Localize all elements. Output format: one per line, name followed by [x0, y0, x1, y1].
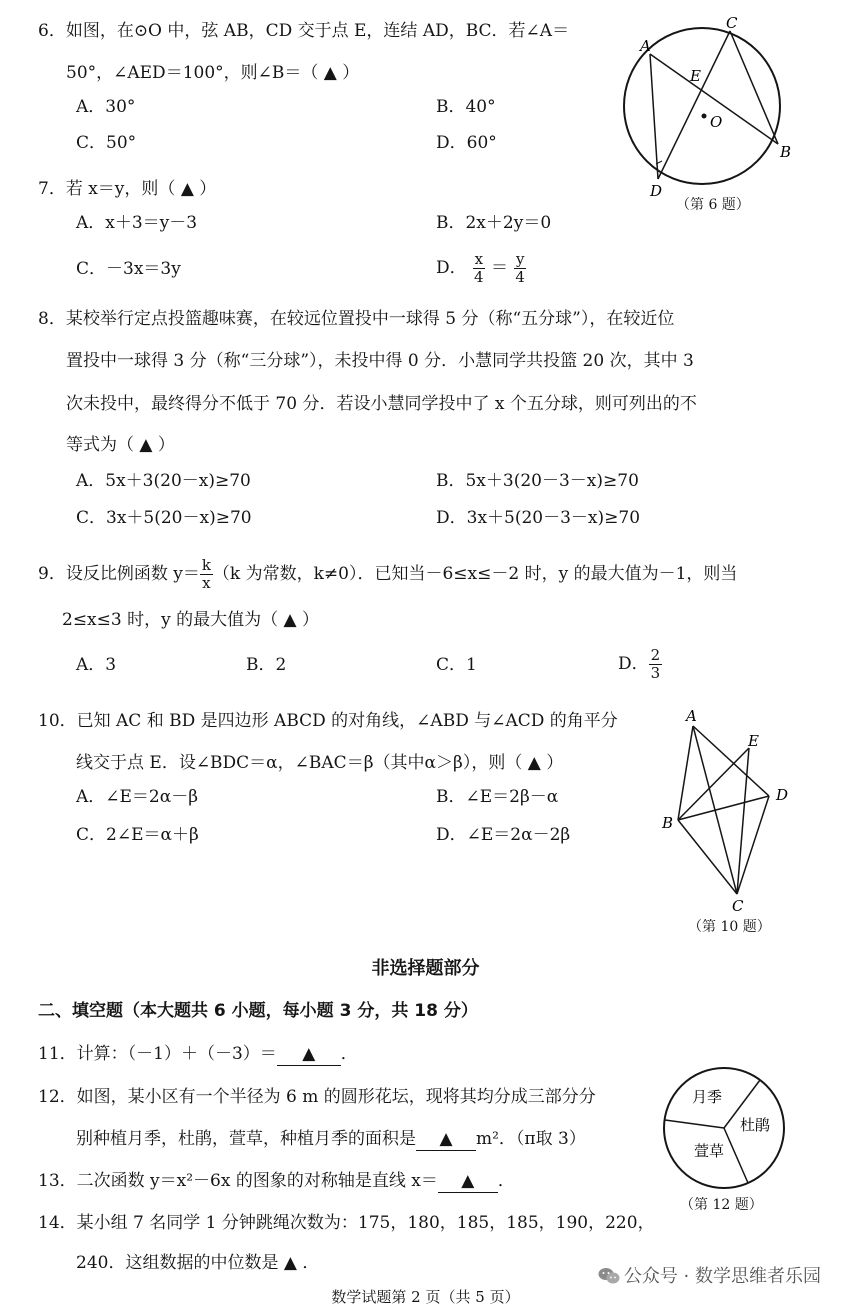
q12-caption: （第 12 题） — [680, 1197, 763, 1213]
q6-option-b: B．40° — [436, 97, 496, 117]
q12-line2-prefix: 别种植月季，杜鹃，萱草，种植月季的面积是 — [76, 1129, 416, 1149]
q13 — [38, 1170, 515, 1193]
page-footer: 数学试题第 2 页（共 5 页） — [331, 1288, 520, 1306]
q14-stem-line1: 14．某小组 7 名同学 1 分钟跳绳次数为：175，180，185，185，190，220， — [38, 1213, 655, 1233]
q7-option-b: B．2x＋2y＝0 — [436, 213, 552, 233]
q7-option-d — [436, 246, 527, 290]
q8-option-c: C．3x＋5(20－x)≥70 — [76, 508, 252, 528]
q9-option-d-num: 2 — [650, 646, 661, 664]
q6-label-d: D — [650, 182, 663, 200]
q6-label-o: O — [710, 113, 723, 131]
q9-suffix: （k 为常数，k≠0）．已知当－6≤x≤－2 时，y 的最大值为－1，则当 — [212, 564, 738, 584]
part2-heading: 二、填空题（本大题共 6 小题，每小题 3 分，共 18 分） — [38, 1001, 478, 1021]
q10-option-d: D．∠E＝2α－2β — [436, 825, 571, 845]
q12-label-daylily: 萱草 — [694, 1142, 725, 1160]
q10-label-e: E — [748, 732, 759, 750]
q11-suffix: ． — [340, 1044, 358, 1064]
q14-stem-line2: 240．这组数据的中位数是 ▲ ． — [76, 1253, 320, 1273]
q6-label-a: A — [640, 37, 651, 55]
q9-prefix: 9．设反比例函数 y＝ — [38, 564, 200, 584]
q10-option-a: A．∠E＝2α－β — [76, 787, 199, 807]
q7-option-d-right-fraction — [513, 251, 527, 286]
q6-label-c: C — [726, 14, 738, 32]
q13-blank: ▲ — [438, 1170, 498, 1193]
q12-stem-line2 — [76, 1128, 586, 1151]
wechat-icon — [598, 1267, 620, 1285]
wechat-watermark — [598, 1262, 821, 1288]
q8-stem-line4: 等式为（ ▲ ） — [66, 435, 175, 455]
q11 — [38, 1043, 358, 1066]
q11-prefix: 11．计算：（－1）＋（－3）＝ — [38, 1044, 277, 1064]
watermark-text: 公众号 · 数学思维者乐园 — [623, 1266, 821, 1287]
q7-option-d-left-fraction — [472, 251, 486, 286]
q10-label-d: D — [776, 786, 789, 804]
q10-label-a: A — [686, 707, 697, 725]
q10-caption: （第 10 题） — [688, 919, 771, 935]
q9-option-d-den: 3 — [650, 664, 661, 682]
q9-stem-line2: 2≤x≤3 时，y 的最大值为（ ▲ ） — [62, 610, 320, 630]
q10-label-b: B — [662, 814, 674, 832]
q12-label-rose: 月季 — [692, 1088, 723, 1106]
q12-stem-line1: 12．如图，某小区有一个半径为 6 m 的圆形花坛，现将其均分成三部分分 — [38, 1087, 596, 1107]
q10-quadrilateral-figure — [650, 708, 810, 913]
q6-caption: （第 6 题） — [676, 197, 750, 213]
q7-option-d-eq: ＝ — [491, 258, 508, 278]
q10-option-b: B．∠E＝2β－α — [436, 787, 559, 807]
q9-option-a: A．3 — [76, 655, 117, 675]
q8-option-b: B．5x＋3(20－3－x)≥70 — [436, 471, 639, 491]
q8-stem-line1: 8．某校举行定点投篮趣味赛，在较远位置投中一球得 5 分（称“五分球”），在较近位 — [38, 309, 675, 329]
q12-label-azalea: 杜鹃 — [740, 1116, 771, 1134]
q7-option-d-left-num: x — [474, 250, 484, 268]
q12-blank: ▲ — [416, 1128, 476, 1151]
q7-option-d-prefix: D． — [436, 258, 467, 278]
q8-stem-line3: 次未投中，最终得分不低于 70 分．若设小慧同学投中了 x 个五分球，则可列出的不 — [66, 394, 697, 414]
q9-fraction — [200, 557, 213, 592]
q12-line2-suffix: m²．（π取 3） — [476, 1129, 586, 1149]
q8-stem-line2: 置投中一球得 3 分（称“三分球”），未投中得 0 分．小慧同学共投篮 20 次，其中 3 — [66, 351, 694, 371]
q8-option-d: D．3x＋5(20－3－x)≥70 — [436, 508, 641, 528]
q9-frac-num: k — [201, 556, 211, 574]
q8-option-a: A．5x＋3(20－x)≥70 — [76, 471, 251, 491]
q7-stem: 7．若 x＝y，则（ ▲ ） — [38, 179, 217, 199]
q9-frac-den: x — [202, 574, 211, 592]
q6-option-a: A．30° — [76, 97, 136, 117]
section-heading: 非选择题部分 — [371, 958, 480, 979]
q7-option-d-right-num: y — [515, 250, 525, 268]
q10-option-c: C．2∠E＝α＋β — [76, 825, 199, 845]
q7-option-d-right-den: 4 — [515, 268, 525, 286]
q6-stem-line1: 6．如图，在⊙O 中，弦 AB，CD 交于点 E，连结 AD，BC．若∠A＝ — [38, 21, 570, 41]
q6-label-b: B — [780, 143, 792, 161]
q9-stem-line1 — [38, 552, 737, 596]
q6-circle-figure — [600, 14, 810, 204]
q9-option-d — [618, 642, 662, 686]
q6-stem-line2: 50°，∠AED＝100°，则∠B＝（ ▲ ） — [66, 63, 360, 83]
q13-suffix: ． — [497, 1171, 515, 1191]
q9-option-b: B．2 — [246, 655, 287, 675]
q11-blank: ▲ — [277, 1043, 341, 1066]
q12-circle-figure — [654, 1064, 794, 1194]
q7-option-d-left-den: 4 — [474, 268, 484, 286]
q7-option-c: C．－3x＝3y — [76, 259, 181, 279]
q10-stem-line1: 10．已知 AC 和 BD 是四边形 ABCD 的对角线，∠ABD 与∠ACD 的角平分 — [38, 711, 618, 731]
q9-option-c: C．1 — [436, 655, 477, 675]
q6-option-c: C．50° — [76, 133, 137, 153]
q10-stem-line2: 线交于点 E．设∠BDC＝α，∠BAC＝β（其中α＞β），则（ ▲ ） — [76, 753, 564, 773]
q6-option-d: D．60° — [436, 133, 497, 153]
q10-label-c: C — [732, 897, 744, 915]
q13-prefix: 13．二次函数 y＝x²－6x 的图象的对称轴是直线 x＝ — [38, 1171, 438, 1191]
q6-label-e: E — [690, 67, 701, 85]
q9-option-d-fraction — [649, 647, 663, 682]
q9-option-d-prefix: D． — [618, 654, 649, 674]
q7-option-a: A．x＋3＝y－3 — [76, 213, 198, 233]
